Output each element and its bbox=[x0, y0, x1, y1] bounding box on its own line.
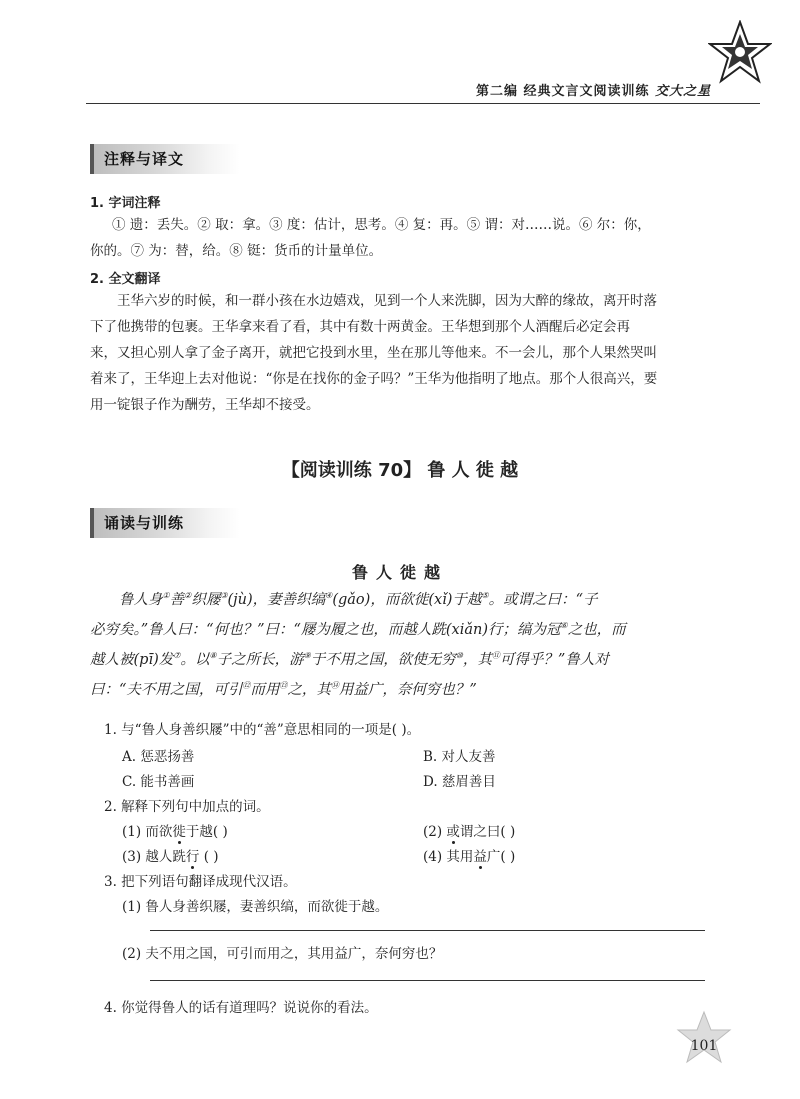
classical-passage bbox=[90, 583, 712, 703]
answer-line[interactable] bbox=[150, 980, 705, 981]
option-d[interactable]: D. 慈眉善目 bbox=[423, 774, 496, 790]
running-header bbox=[476, 80, 711, 99]
option-c[interactable]: C. 能书善画 bbox=[122, 774, 195, 790]
section-bar-reading bbox=[90, 508, 240, 538]
option-a[interactable]: A. 惩恶扬善 bbox=[122, 749, 195, 765]
q2-item-1[interactable]: (1) 而欲徙于越( ) bbox=[122, 824, 228, 840]
option-b[interactable]: B. 对人友善 bbox=[423, 749, 496, 765]
q3-item-2: (2) 夫不用之国，可引而用之，其用益广，奈何穷也？ bbox=[122, 946, 443, 962]
section-title: 注释与译文 bbox=[104, 150, 185, 168]
translation-line: 来，又担心别人拿了金子离开，就把它投到水里，坐在那儿等他来。不一会儿，那个人果然哭叫 bbox=[90, 345, 657, 361]
running-title: 第二编 经典文言文阅读训练 bbox=[476, 84, 650, 99]
q2-item-4[interactable]: (4) 其用益广( ) bbox=[423, 849, 516, 865]
passage-line: 曰：“夫不用之国，可引⑫而用⑬之，其⑭用益广，奈何穷也？” bbox=[90, 681, 477, 698]
question-3: 3. 把下列语句翻译成现代汉语。 bbox=[104, 874, 297, 890]
question-1: 1. 与“鲁人身善织屦”中的“善”意思相同的一项是( )。 bbox=[104, 722, 421, 738]
brand-name: 交大之星 bbox=[655, 84, 712, 99]
subheading-word-notes: 1. 字词注释 bbox=[90, 196, 161, 211]
notes-line: 你的。⑦ 为：替，给。⑧ 铤：货币的计量单位。 bbox=[90, 243, 383, 259]
answer-line[interactable] bbox=[150, 930, 705, 931]
passage-line: 越人被(pī)发⑦。以⑧子之所长，游⑨于不用之国，欲使无穷⑩，其⑪可得乎？”鲁人对 bbox=[90, 651, 609, 668]
question-4: 4. 你觉得鲁人的话有道理吗？说说你的看法。 bbox=[104, 1000, 378, 1016]
subheading-translation: 2. 全文翻译 bbox=[90, 272, 161, 287]
star-logo-icon bbox=[708, 20, 772, 88]
section-title: 诵读与训练 bbox=[104, 514, 185, 532]
translation-line: 王华六岁的时候，和一群小孩在水边嬉戏，见到一个人来洗脚，因为大醉的缘故，离开时落 bbox=[117, 293, 657, 309]
word-notes bbox=[90, 212, 710, 264]
section-marker bbox=[90, 508, 94, 538]
translation bbox=[90, 288, 710, 418]
question-2: 2. 解释下列句中加点的词。 bbox=[104, 799, 270, 815]
passage-line: 鲁人身①善②织屦③(jù)，妻善织缟④(gǎo)，而欲徙(xǐ)于越⑤。或谓之曰：“子 bbox=[119, 591, 598, 608]
q2-item-3[interactable]: (3) 越人跣行 ( ) bbox=[122, 849, 219, 865]
translation-line: 下了他携带的包裹。王华拿来看了看，其中有数十两黄金。王华想到那个人酒醒后必定会再 bbox=[90, 319, 630, 335]
q3-item-1: (1) 鲁人身善织屦，妻善织缟，而欲徙于越。 bbox=[122, 899, 389, 915]
translation-line: 用一锭银子作为酬劳，王华却不接受。 bbox=[90, 397, 320, 413]
q2-item-2[interactable]: (2) 或谓之曰( ) bbox=[423, 824, 516, 840]
header-rule bbox=[86, 103, 760, 104]
passage-line: 必穷矣。”鲁人曰：“何也？”曰：“屦为履之也，而越人跣(xiǎn)行；缟为冠⑥之也，而 bbox=[90, 621, 626, 638]
passage-title: 鲁人徙越 bbox=[351, 563, 448, 582]
translation-line: 着来了，王华迎上去对他说：“你是在找你的金子吗？”王华为他指明了地点。那个人很高兴，要 bbox=[90, 371, 658, 387]
exercise-heading: 【阅读训练 70】 鲁 人 徙 越 bbox=[281, 460, 519, 481]
notes-line: ① 遗：丢失。② 取：拿。③ 度：估计，思考。④ 复：再。⑤ 谓：对……说。⑥ 尔：你， bbox=[112, 217, 651, 233]
section-bar-notes bbox=[90, 144, 240, 174]
page-number: 101 bbox=[690, 1038, 718, 1054]
section-marker bbox=[90, 144, 94, 174]
